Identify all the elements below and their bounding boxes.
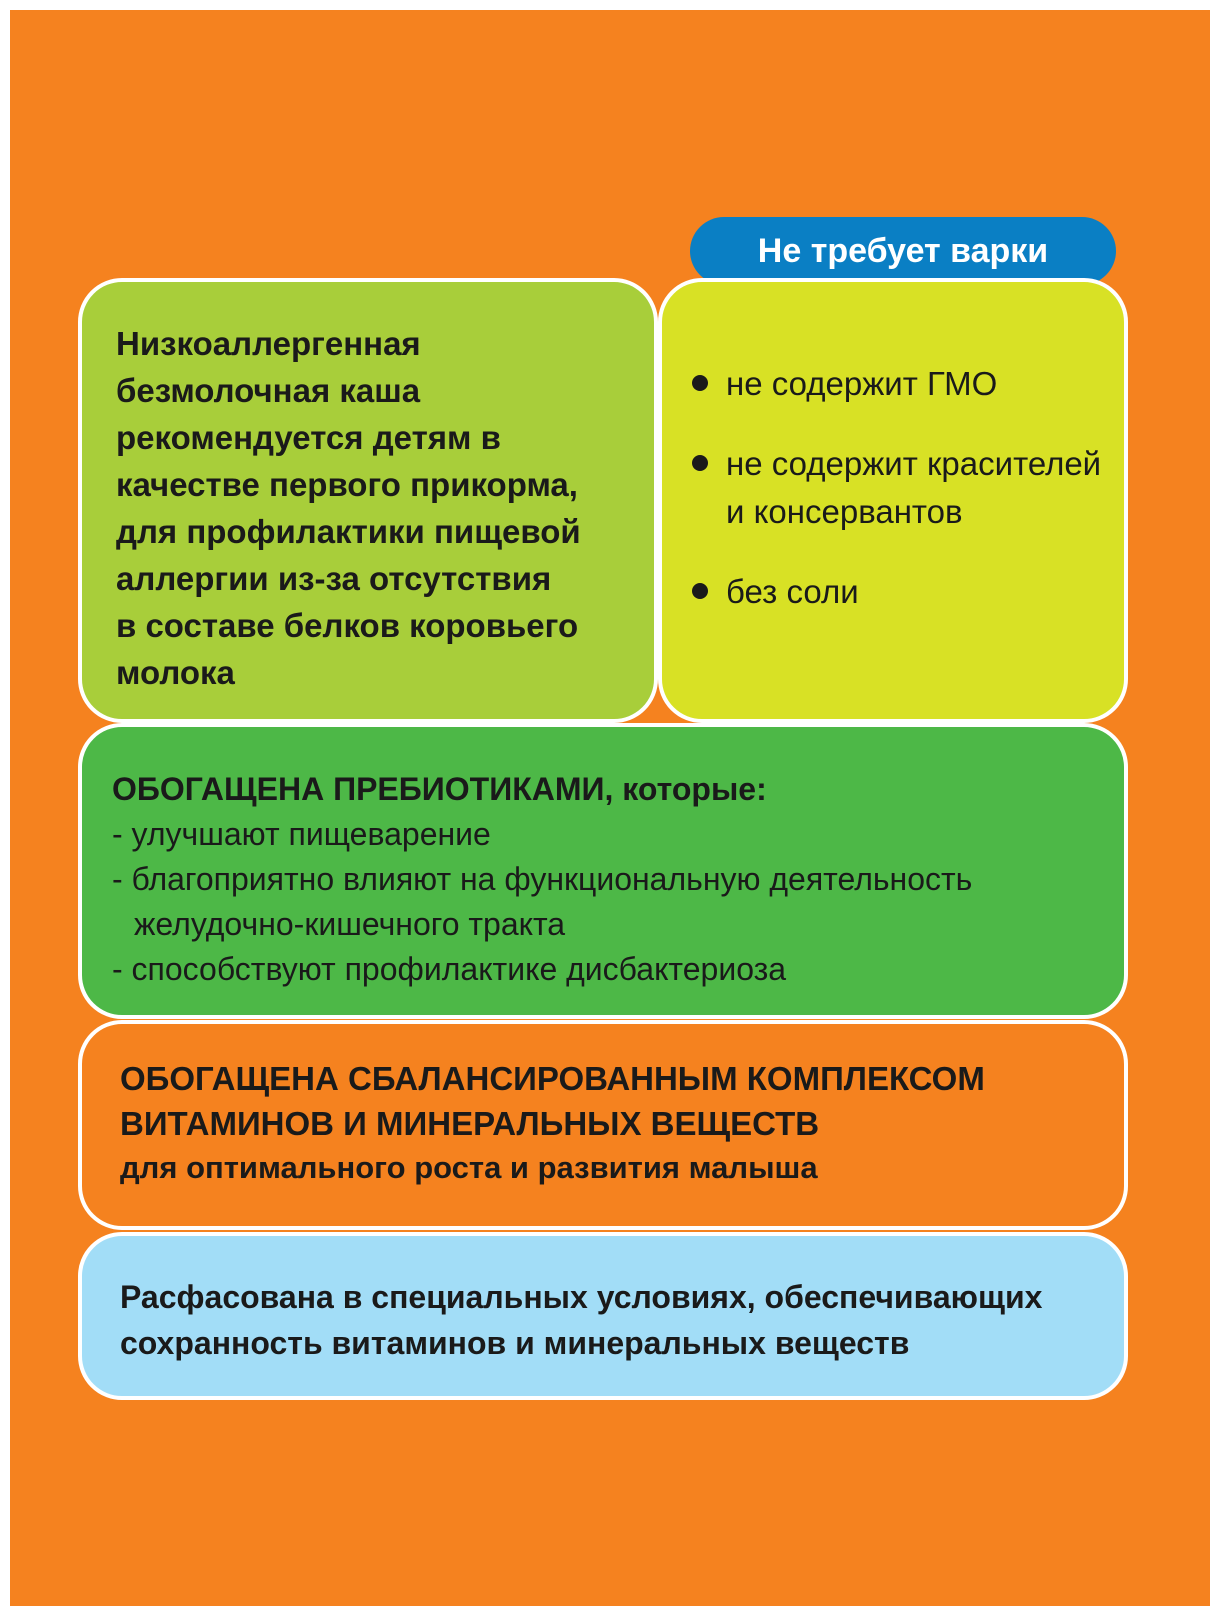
prebiotics-benefit: - улучшают пищеварение xyxy=(112,816,491,852)
prebiotics-benefit: - благоприятно влияют на функциональную деятельность xyxy=(112,861,973,897)
text-line: в составе белков коровьего xyxy=(116,607,579,644)
vitamins-heading: ОБОГАЩЕНА СБАЛАНСИРОВАННЫМ КОМПЛЕКСОМ xyxy=(120,1060,985,1097)
hypoallergenic-card xyxy=(78,278,658,723)
text-line: безмолочная каша xyxy=(116,372,421,409)
bullet-icon xyxy=(692,455,708,471)
product-info-poster xyxy=(10,10,1210,1606)
text-line: Низкоаллергенная xyxy=(116,325,421,362)
features-card xyxy=(658,278,1128,723)
prebiotics-heading: ОБОГАЩЕНА ПРЕБИОТИКАМИ, которые: xyxy=(112,771,767,807)
vitamins-heading: ВИТАМИНОВ И МИНЕРАЛЬНЫХ ВЕЩЕСТВ xyxy=(120,1105,820,1142)
feature-text: не содержит красителей xyxy=(726,445,1102,482)
feature-text-continued: и консервантов xyxy=(726,493,963,530)
packaging-text: сохранность витаминов и минеральных веществ xyxy=(120,1325,910,1361)
vitamins-subtitle: для оптимального роста и развития малыша xyxy=(120,1150,818,1185)
packaging-text: Расфасована в специальных условиях, обеспечивающих xyxy=(120,1279,1043,1315)
no-cooking-badge xyxy=(690,217,1116,285)
bullet-icon xyxy=(692,583,708,599)
prebiotics-benefit: - способствуют профилактике дисбактериоза xyxy=(112,951,787,987)
prebiotics-benefit-continued: желудочно-кишечного тракта xyxy=(134,906,566,942)
hypoallergenic-text xyxy=(116,320,636,696)
features-list xyxy=(688,360,1114,616)
feature-item xyxy=(688,440,1114,536)
feature-text: не содержит ГМО xyxy=(726,365,998,402)
feature-text: без соли xyxy=(726,573,859,610)
text-line: аллергии из-за отсутствия xyxy=(116,560,552,597)
prebiotics-card xyxy=(78,723,1128,1019)
vitamins-card xyxy=(78,1020,1128,1230)
feature-item xyxy=(688,568,1114,616)
text-line: для профилактики пищевой xyxy=(116,513,581,550)
text-line: качестве первого прикорма, xyxy=(116,466,578,503)
feature-item xyxy=(688,360,1114,408)
text-line: рекомендуется детям в xyxy=(116,419,501,456)
text-line: молока xyxy=(116,654,235,691)
packaging-card xyxy=(78,1232,1128,1400)
badge-text: Не требует варки xyxy=(757,231,1049,270)
bullet-icon xyxy=(692,375,708,391)
